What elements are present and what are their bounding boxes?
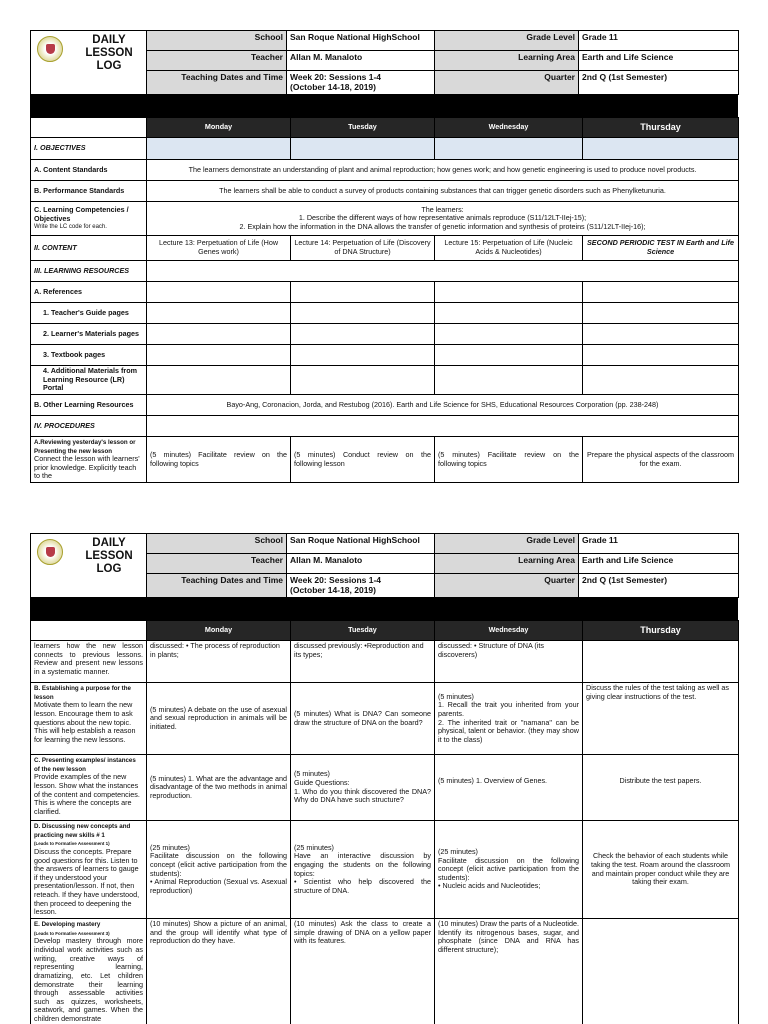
lm-mon: [147, 324, 291, 345]
review-continued-label: learners how the new lesson connects to previous lessons. Review and present new lessons in a systematic manner.: [31, 641, 147, 683]
objectives-heading: I. OBJECTIVES: [31, 138, 147, 160]
area-value-2: Earth and Life Science: [579, 554, 739, 574]
mastery-label: E. Developing mastery (Leads to Formative Assessment 3) Develop mastery through more individual work activities such as writing, creative ways of representing learning, dramatizing, etc. Let children demonstrate their learning through assessable activities such as quizzes, worksheets, seatwork, and games. When the children demonstrate: [31, 919, 147, 1024]
content-heading: II. CONTENT: [31, 236, 147, 261]
mastery-monday: (10 minutes) Show a picture of an animal, and the group will identify what type of reproduction do they have.: [147, 919, 291, 1024]
performance-standards-label: B. Performance Standards: [31, 181, 147, 202]
discuss-thursday: Check the behavior of each students while taking the test. Roam around the classroom and maintain proper conduct while they are taking their exam.: [583, 821, 739, 919]
school-value: San Roque National HighSchool: [287, 31, 435, 51]
tb-tue: [291, 345, 435, 366]
review-continued-monday: discussed: • The process of reproduction in plants;: [147, 641, 291, 683]
dates-value-2: Week 20: Sessions 1-4 (October 14-18, 2019): [287, 574, 435, 598]
dates-label-2: Teaching Dates and Time: [147, 574, 287, 598]
deped-seal-icon: [37, 539, 63, 565]
quarter-label: Quarter: [435, 71, 579, 95]
day-header-tuesday-2: Tuesday: [291, 621, 435, 641]
lesson-grid-page-1: [30, 117, 739, 483]
review-label: A.Reviewing yesterday's lesson or Presenting the new lesson Connect the lesson with learners' prior knowledge. Explicitly teach to the: [31, 436, 147, 482]
discuss-label: D. Discussing new concepts and practicing new skills # 1 (Leads to Formative Assessment 1) Discuss the concepts. Prepare good questions for this. Listen to the answers of learners to gauge if they understood your presentation/lesson. If not, then reteach. If they have understood, then proceed to deepening the lesson.: [31, 821, 147, 919]
examples-label: C. Presenting examples/ instances of the new lesson Provide examples of the new lesson. Show what the instances of the content and competencies. This is where the concepts are clarified.: [31, 755, 147, 821]
competencies-label: C. Learning Competencies / Objectives Write the LC code for each.: [31, 202, 147, 236]
day-header-wednesday: Wednesday: [435, 118, 583, 138]
deped-seal-icon: [37, 36, 63, 62]
lm-wed: [435, 324, 583, 345]
tg-tue: [291, 303, 435, 324]
learners-materials-label: 2. Learner's Materials pages: [31, 324, 147, 345]
tg-mon: [147, 303, 291, 324]
day-header-row: [31, 118, 739, 138]
grade-label: Grade Level: [435, 31, 579, 51]
day-header-monday-2: Monday: [147, 621, 291, 641]
lr-portal-label: 4. Additional Materials from Learning Resource (LR) Portal: [31, 366, 147, 395]
discuss-monday: (25 minutes) Facilitate discussion on the following concept (elicit active participation from the students): • Animal Reproduction (Sexual vs. Asexual reproduction): [147, 821, 291, 919]
black-band-2: [30, 598, 738, 620]
review-continued-tuesday: discussed previously: •Reproduction and its types;: [291, 641, 435, 683]
teacher-label: Teacher: [147, 51, 287, 71]
grade-value-2: Grade 11: [579, 534, 739, 554]
mastery-tuesday: (10 minutes) Ask the class to create a simple drawing of DNA on a yellow paper with its features.: [291, 919, 435, 1024]
day-header-blank-2: [31, 621, 147, 641]
purpose-tuesday: (5 minutes) What is DNA? Can someone draw the structure of DNA on the board?: [291, 683, 435, 755]
school-label-2: School: [147, 534, 287, 554]
quarter-value-2: 2nd Q (1st Semester): [579, 574, 739, 598]
review-continued-thursday: [583, 641, 739, 683]
teacher-value-2: Allan M. Manaloto: [287, 554, 435, 574]
references-tue: [291, 282, 435, 303]
area-value: Earth and Life Science: [579, 51, 739, 71]
procedures-blank: [147, 415, 739, 436]
day-header-tuesday: Tuesday: [291, 118, 435, 138]
procedures-heading: IV. PROCEDURES: [31, 415, 147, 436]
content-wednesday: Lecture 15: Perpetuation of Life (Nucleic Acids & Nucleotides): [435, 236, 583, 261]
purpose-label: B. Establishing a purpose for the lesson Motivate them to learn the new lesson. Encourage them to ask questions about the new topic. This will help establish a reason for learning the new lessons.: [31, 683, 147, 755]
purpose-thursday: Discuss the rules of the test taking as well as giving clear instructions of the test.: [583, 683, 739, 755]
competencies-value: The learners: 1. Describe the different ways of how representative animals reproduce (S11/12LT-IIej-15); 2. Explain how the information in the DNA allows the transfer of genetic information and synthesis of proteins (S11/12LT-IIej-16);: [147, 202, 739, 236]
references-wed: [435, 282, 583, 303]
textbook-label: 3. Textbook pages: [31, 345, 147, 366]
mastery-thursday: [583, 919, 739, 1024]
resources-blank: [147, 261, 739, 282]
purpose-wednesday: (5 minutes) 1. Recall the trait you inherited from your parents. 2. The inherited trait or "namana" can be physical, talent or behavior. (they may show it to the class): [435, 683, 583, 755]
header-table-2: [30, 533, 739, 598]
purpose-monday: (5 minutes) A debate on the use of asexual and sexual reproduction in animals will be initiated.: [147, 683, 291, 755]
teacher-value: Allan M. Manaloto: [287, 51, 435, 71]
teacher-label-2: Teacher: [147, 554, 287, 574]
day-header-thursday-2: Thursday: [583, 621, 739, 641]
school-label: School: [147, 31, 287, 51]
references-thu: [583, 282, 739, 303]
tb-mon: [147, 345, 291, 366]
day-header-thursday: Thursday: [583, 118, 739, 138]
other-resources-value: Bayo-Ang, Coronacion, Jorda, and Restubog (2016). Earth and Life Science for SHS, Educational Resources Corporation (pp. 238-248): [147, 394, 739, 415]
day-header-wednesday-2: Wednesday: [435, 621, 583, 641]
other-resources-label: B. Other Learning Resources: [31, 394, 147, 415]
tb-wed: [435, 345, 583, 366]
objectives-fill-mon: [147, 138, 291, 160]
header-table: [30, 30, 739, 95]
examples-tuesday: (5 minutes) Guide Questions: 1. Who do you think discovered the DNA? Why do DNA have such structure?: [291, 755, 435, 821]
objectives-fill-thu: [583, 138, 739, 160]
objectives-fill-tue: [291, 138, 435, 160]
dates-value: Week 20: Sessions 1-4 (October 14-18, 2019): [287, 71, 435, 95]
lr-mon: [147, 366, 291, 395]
document-title-2: DAILY LESSON LOG: [85, 537, 133, 575]
lesson-grid-page-2: [30, 620, 739, 1024]
mastery-wednesday: (10 minutes) Draw the parts of a Nucleotide. Identify its nitrogenous bases, sugar, and phosphate (since DNA and RNA has different structure);: [435, 919, 583, 1024]
lr-thu: [583, 366, 739, 395]
grade-label-2: Grade Level: [435, 534, 579, 554]
review-thursday: Prepare the physical aspects of the classroom for the exam.: [583, 436, 739, 482]
content-thursday: SECOND PERIODIC TEST IN Earth and Life Science: [583, 236, 739, 261]
document-title: DAILY LESSON LOG: [85, 34, 133, 72]
day-header-monday: Monday: [147, 118, 291, 138]
review-wednesday: (5 minutes) Facilitate review on the following topics: [435, 436, 583, 482]
content-tuesday: Lecture 14: Perpetuation of Life (Discovery of DNA Structure): [291, 236, 435, 261]
discuss-tuesday: (25 minutes) Have an interactive discussion by engaging the students on the following topics: • Scientist who help discovered the structure of DNA.: [291, 821, 435, 919]
area-label: Learning Area: [435, 51, 579, 71]
grade-value: Grade 11: [579, 31, 739, 51]
lr-wed: [435, 366, 583, 395]
content-standards-label: A. Content Standards: [31, 160, 147, 181]
review-tuesday: (5 minutes) Conduct review on the following lesson: [291, 436, 435, 482]
logo-title-cell: [31, 31, 147, 95]
lr-tue: [291, 366, 435, 395]
lm-tue: [291, 324, 435, 345]
references-label: A. References: [31, 282, 147, 303]
performance-standards-value: The learners shall be able to conduct a survey of products containing substances that can trigger genetic disorders such as Phenylketunuria.: [147, 181, 739, 202]
resources-heading: III. LEARNING RESOURCES: [31, 261, 147, 282]
discuss-wednesday: (25 minutes) Facilitate discussion on the following concept (elicit active participation from the students): • Nucleic acids and Nucleotides;: [435, 821, 583, 919]
review-continued-wednesday: discussed: • Structure of DNA (its discoverers): [435, 641, 583, 683]
tb-thu: [583, 345, 739, 366]
logo-title-cell-2: [31, 534, 147, 598]
tg-wed: [435, 303, 583, 324]
day-header-row-2: [31, 621, 739, 641]
review-monday: (5 minutes) Facilitate review on the following topics: [147, 436, 291, 482]
black-band: [30, 95, 738, 117]
tg-thu: [583, 303, 739, 324]
lesson-log-page-1: [30, 30, 738, 483]
content-monday: Lecture 13: Perpetuation of Life (How Genes work): [147, 236, 291, 261]
references-mon: [147, 282, 291, 303]
lesson-log-page-2: [30, 533, 738, 1024]
teachers-guide-label: 1. Teacher's Guide pages: [31, 303, 147, 324]
lm-thu: [583, 324, 739, 345]
area-label-2: Learning Area: [435, 554, 579, 574]
examples-wednesday: (5 minutes) 1. Overview of Genes.: [435, 755, 583, 821]
dates-label: Teaching Dates and Time: [147, 71, 287, 95]
quarter-label-2: Quarter: [435, 574, 579, 598]
objectives-fill-wed: [435, 138, 583, 160]
quarter-value: 2nd Q (1st Semester): [579, 71, 739, 95]
examples-monday: (5 minutes) 1. What are the advantage and disadvantage of the two methods in animal reproduction.: [147, 755, 291, 821]
school-value-2: San Roque National HighSchool: [287, 534, 435, 554]
day-header-blank: [31, 118, 147, 138]
content-standards-value: The learners demonstrate an understanding of plant and animal reproduction; how genes work; and how genetic engineering is used to produce novel products.: [147, 160, 739, 181]
examples-thursday: Distribute the test papers.: [583, 755, 739, 821]
